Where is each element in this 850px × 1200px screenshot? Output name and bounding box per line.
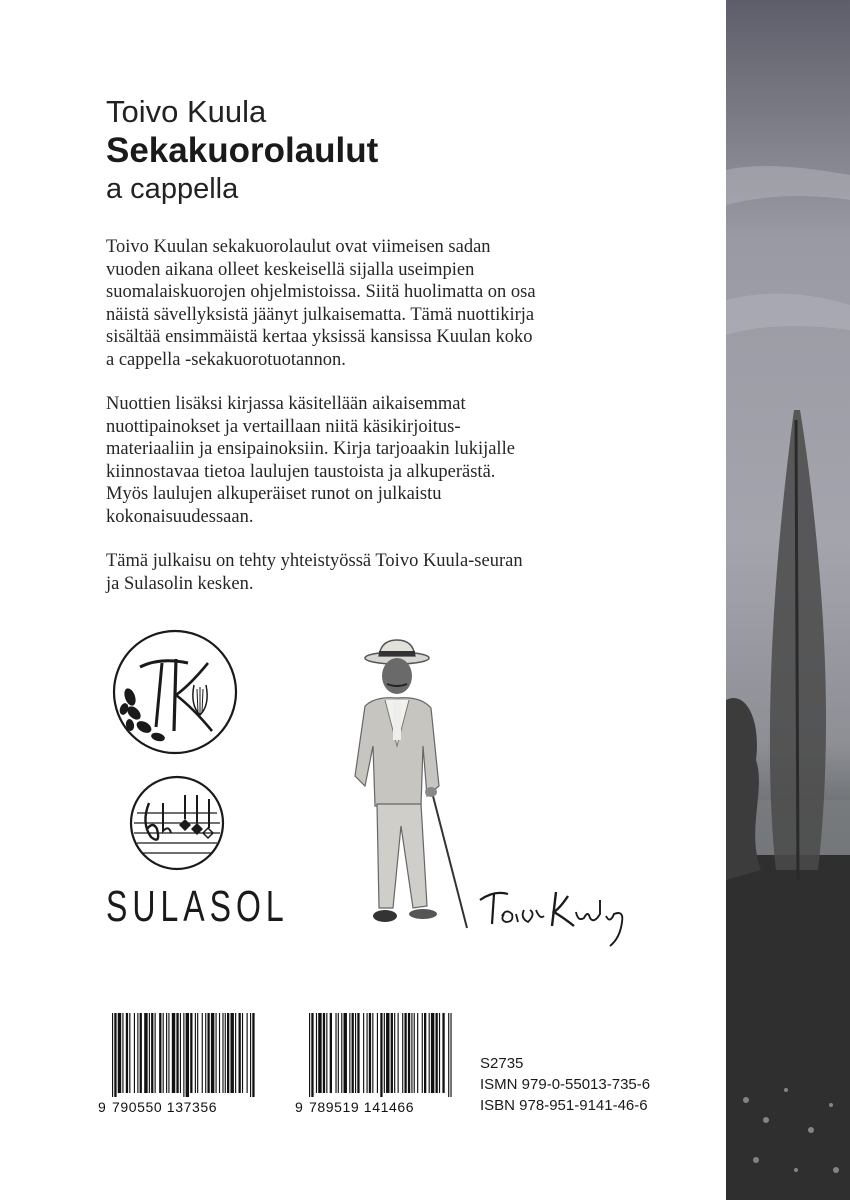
tk-monogram-icon [110, 627, 240, 757]
barcode-bar [252, 1013, 254, 1097]
barcode-bar [247, 1013, 248, 1093]
isbn-barcode-digits [295, 1099, 452, 1115]
text-line: vuoden aikana olleet keskeisellä sijalla useimpien [106, 259, 475, 280]
barcode-bar [417, 1013, 418, 1093]
barcode-bar [207, 1013, 209, 1093]
text-line: a cappella -sekakuorotuotannon. [106, 349, 346, 370]
barcode-bar [222, 1013, 223, 1093]
barcode-bar [197, 1013, 198, 1093]
barcode-bar [391, 1013, 393, 1093]
barcode-bar [140, 1013, 142, 1093]
barcode-bar [168, 1013, 169, 1093]
barcode-bar [211, 1013, 214, 1093]
barcode-number: 789519 141466 [309, 1099, 415, 1115]
barcode-bar [363, 1013, 364, 1093]
description [106, 236, 576, 617]
barcode-bar [230, 1013, 233, 1093]
barcode-bar [352, 1013, 354, 1093]
barcode-bar [344, 1013, 347, 1093]
text-line: ja Sulasolin kesken. [106, 573, 254, 594]
barcode-bar [163, 1013, 164, 1093]
barcode-bar [341, 1013, 342, 1093]
text-line: suomalaiskuorojen ohjelmistoissa. Siitä huolimatta on osa [106, 282, 536, 302]
barcode-bar [144, 1013, 147, 1093]
barcode-bar [250, 1013, 251, 1097]
barcode-bar [355, 1013, 356, 1093]
barcode-bar [349, 1013, 350, 1093]
ismn-barcode-digits [98, 1099, 255, 1115]
barcode-bar [216, 1013, 217, 1093]
barcode-bar [402, 1013, 403, 1093]
barcode-bar [151, 1013, 153, 1093]
barcode-bar [431, 1013, 434, 1093]
barcode-bar [422, 1013, 423, 1093]
barcode-bar [149, 1013, 150, 1093]
barcode-bar [377, 1013, 378, 1093]
barcode-bar [176, 1013, 178, 1093]
barcode-bar [227, 1013, 229, 1093]
author-name: Toivo Kuula [106, 94, 267, 129]
portrait-image [335, 636, 475, 936]
barcode-bar [367, 1013, 368, 1093]
barcode-bar [398, 1013, 399, 1093]
barcode-bar [442, 1013, 444, 1093]
barcode-bar [439, 1013, 440, 1093]
barcode-bar [429, 1013, 430, 1093]
barcode-lead-digit: 9 [295, 1099, 304, 1115]
barcode-bar [448, 1013, 449, 1097]
barcode-bar [450, 1013, 451, 1097]
barcode-bar [225, 1013, 226, 1093]
barcode-bar [155, 1013, 156, 1093]
barcode-bar [114, 1013, 116, 1097]
barcode-bar [411, 1013, 412, 1093]
barcode-bar [404, 1013, 406, 1093]
barcode-bar [323, 1013, 325, 1093]
barcode-bar [137, 1013, 138, 1093]
signature-image [474, 880, 649, 950]
landscape-photo [726, 0, 850, 1200]
barcode-bar [190, 1013, 192, 1093]
barcode-bar [118, 1013, 121, 1093]
barcode-bar [330, 1013, 332, 1093]
barcode-bar [205, 1013, 206, 1093]
barcode-bar [126, 1013, 128, 1093]
barcode-bar [436, 1013, 438, 1093]
text-line: nuottipainokset ja vertaillaan niitä käsikirjoitus- [106, 416, 461, 437]
barcode-bar [183, 1013, 184, 1097]
paragraph-3 [106, 550, 576, 595]
product-code: S2735 [480, 1055, 524, 1072]
barcode-bar [311, 1013, 313, 1097]
barcode-bar [202, 1013, 203, 1093]
book-title: Sekakuorolaulut [106, 131, 379, 170]
barcode-bar [166, 1013, 167, 1093]
barcode-icon [112, 1013, 255, 1097]
barcode-bar [186, 1013, 189, 1097]
barcode-bar [180, 1013, 181, 1093]
barcode-bar [384, 1013, 385, 1093]
text-line: materiaaliin ja ensipainoksiin. Kirja tarjoaakin lukijalle [106, 439, 515, 459]
barcode-bar [122, 1013, 123, 1093]
barcode-bar [335, 1013, 336, 1093]
barcode-bar [134, 1013, 135, 1093]
text-line: kiinnostavaa tietoa laulujen taustoista ja alkuperästä. [106, 461, 496, 482]
text-line: Tämä julkaisu on tehty yhteistyössä Toivo Kuula-seuran [106, 551, 523, 571]
barcode-bar [172, 1013, 175, 1093]
barcode-bar [369, 1013, 371, 1093]
barcode-bar [309, 1013, 310, 1097]
barcode-bar [386, 1013, 389, 1093]
barcode-bar [159, 1013, 161, 1093]
barcode-bar [195, 1013, 196, 1093]
isbn-barcode [295, 1013, 452, 1121]
text-line: sisältää ensimmäistä kertaa yksissä kansissa Kuulan koko [106, 327, 533, 347]
barcode-lead-digit: 9 [98, 1099, 107, 1115]
ismn-code: ISMN 979-0-55013-735-6 [480, 1076, 651, 1093]
barcode-bar [380, 1013, 382, 1097]
barcode-bar [318, 1013, 321, 1093]
barcode-bar [338, 1013, 339, 1093]
barcode-bar [112, 1013, 113, 1097]
paragraph-2 [106, 393, 576, 528]
barcode-bar [394, 1013, 395, 1093]
sulasol-emblem-icon [127, 773, 227, 873]
ismn-barcode [98, 1013, 255, 1121]
text-line: näistä sävellyksistä jäänyt julkaisematta. Tämä nuottikirja [106, 304, 535, 325]
barcode-bar [326, 1013, 327, 1093]
photo-strip [726, 0, 850, 1200]
barcode-bar [242, 1013, 243, 1093]
title-block [106, 94, 378, 206]
text-line: kokonaisuudessaan. [106, 506, 254, 527]
text-line: Nuottien lisäksi kirjassa käsitellään aikaisemmat [106, 394, 466, 414]
book-subtitle: a cappella [106, 173, 239, 205]
barcode-bar [408, 1013, 410, 1093]
barcode-bar [357, 1013, 359, 1093]
barcode-icon [309, 1013, 452, 1097]
text-line: Myös laulujen alkuperäiset runot on julkaistu [106, 484, 442, 504]
text-line: Toivo Kuulan sekakuorolaulut ovat viimeisen sadan [106, 237, 491, 257]
barcode-bar [316, 1013, 317, 1093]
barcode-bar [235, 1013, 236, 1093]
barcode-bar [219, 1013, 220, 1093]
isbn-code: ISBN 978-951-9141-46-6 [480, 1097, 648, 1114]
barcode-bar [129, 1013, 130, 1093]
barcode-bar [239, 1013, 241, 1093]
barcode-bar [372, 1013, 373, 1093]
sulasol-wordmark: SULASOL [106, 882, 289, 931]
barcode-number: 790550 137356 [112, 1099, 218, 1115]
barcode-bar [414, 1013, 415, 1093]
paragraph-1 [106, 236, 576, 371]
barcode-bar [424, 1013, 426, 1093]
product-codes [480, 1053, 650, 1116]
